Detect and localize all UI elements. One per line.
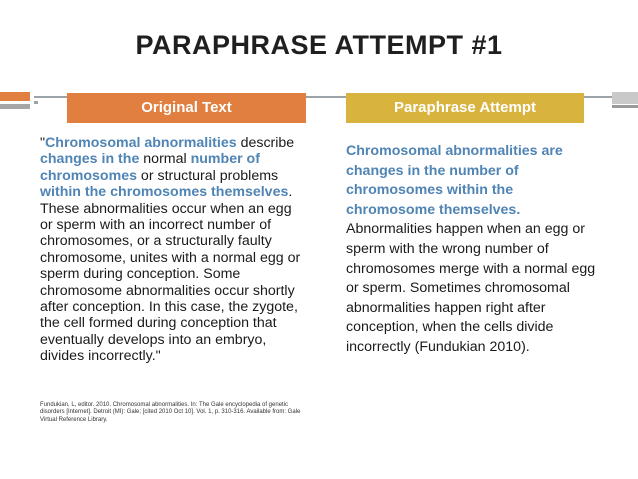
paraphrase-highlight: Chromosomal abnormalities are changes in the number of chromosomes within the chromosome themselves. [346,143,563,218]
slide-title: PARAPHRASE ATTEMPT #1 [135,30,503,60]
paraphrase-body: Abnormalities happen when an egg or sperm with the wrong number of chromosomes merge with a normal egg or sperm. Sometimes chromosomal abnormalities happen right after conception, when the cells divide incorrectly (Fundukian 2010). [346,221,596,355]
paraphrase-attempt-header: Paraphrase Attempt [346,93,584,123]
text-run: describe [236,135,295,151]
citation: Fundukian, L, editor. 2010. Chromosomal abnormalities. In: The Gale encyclopedia of genetic disorders [Internet]. Detroit (MI): Gale; [cited 2010 Oct 10]. Vol. 1, p. 310-316. Available from: Gale Virtual Reference Library. [40,402,301,423]
highlight-phrase: number of chromosomes [40,151,260,184]
decorative-bar-right [612,92,638,104]
decorative-bar-orange [0,92,30,101]
highlight-phrase: within the chromosomes themselves [40,184,289,201]
decorative-bar-gray [0,104,30,109]
original-text-body [40,135,308,365]
text-run: . These abnormalities occur when an egg or sperm with an incorrect number of chromosomes, or a structurally faulty chromosome, unites with a normal egg or sperm during conception. Some chromosome abnormalities occur shortly after conception. In this case, the zygote, the cell formed during conception that eventually develops into an embryo, divides incorrectly." [40,184,301,365]
highlight-phrase: changes in the [40,151,140,168]
quote-mark: " [40,135,46,151]
text-run: or structural problems [136,167,279,184]
text-run: normal [139,151,191,168]
original-text-header: Original Text [67,93,306,123]
decorative-tick [34,101,38,104]
decorative-bar-right-line [612,105,638,108]
highlight-phrase: Chromosomal abnormalities [45,135,237,151]
paraphrase-text-body [346,142,606,358]
